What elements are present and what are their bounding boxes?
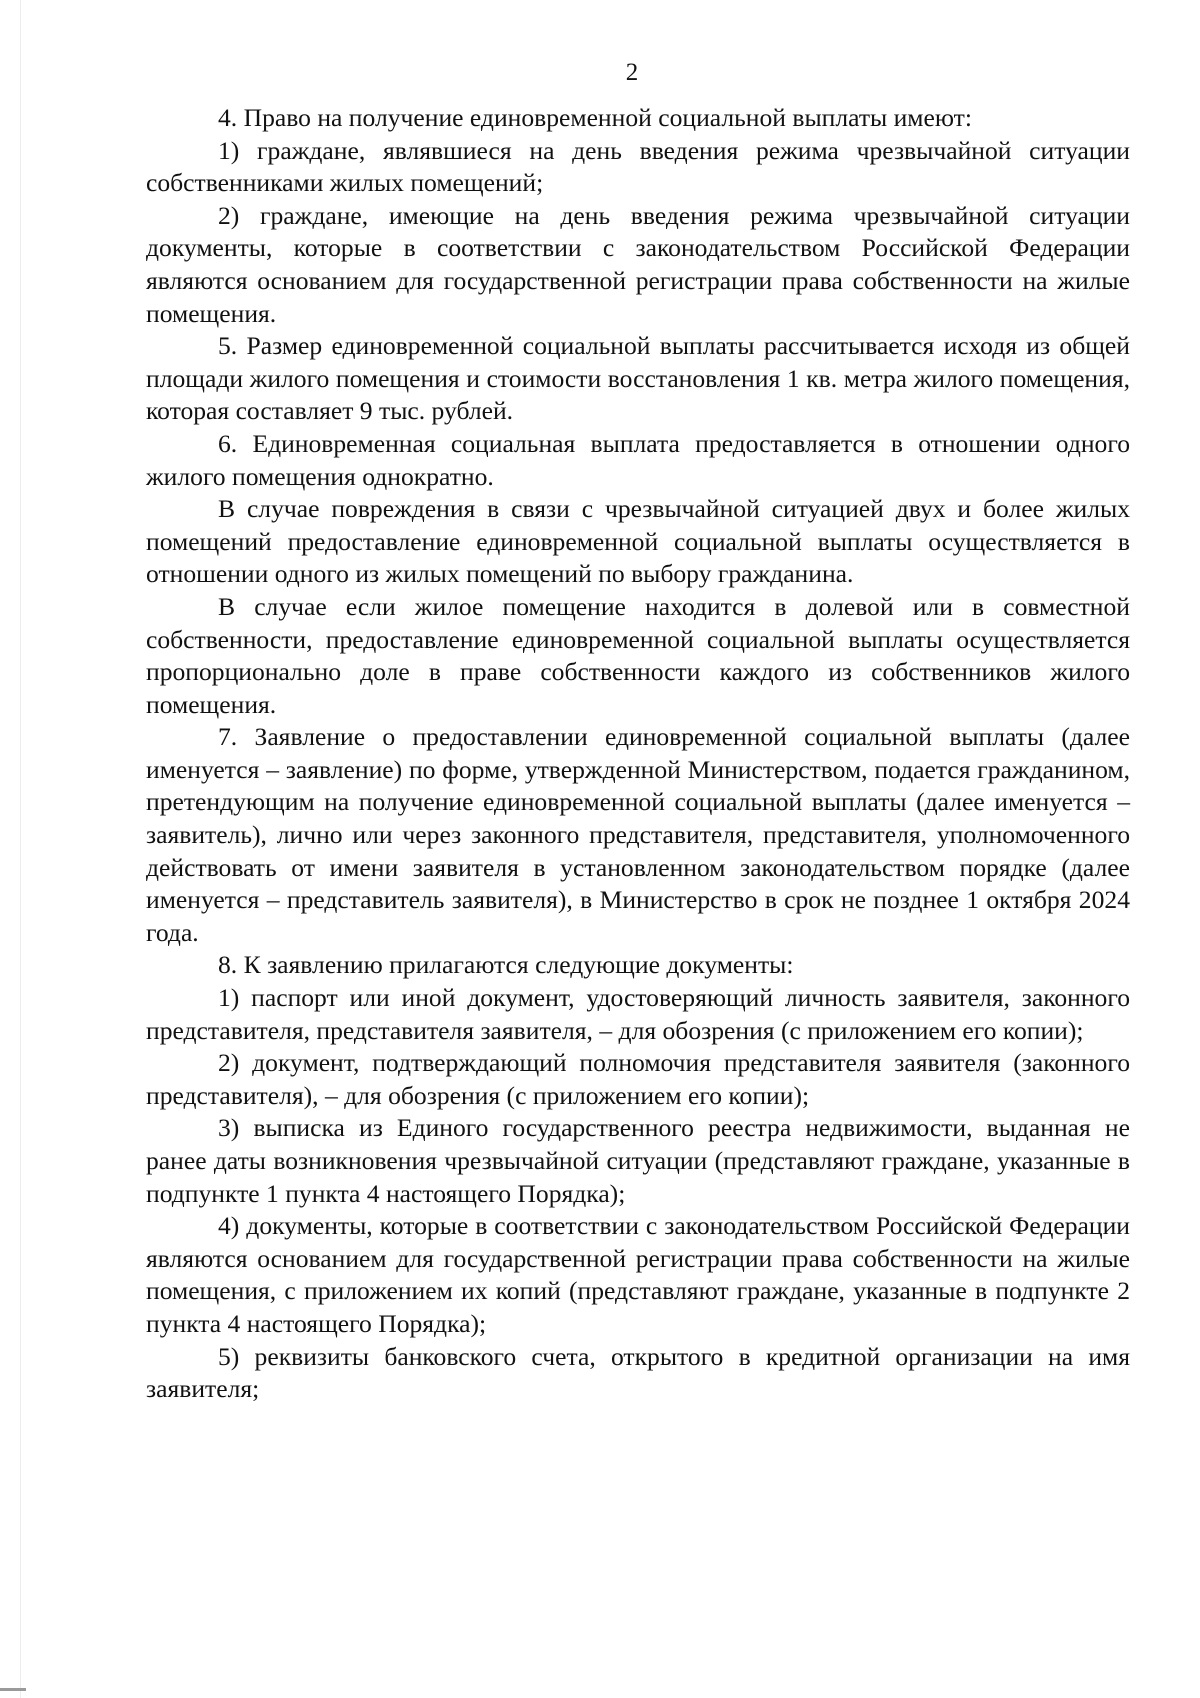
scan-corner-mark xyxy=(0,1688,26,1691)
paragraph-6-shared-ownership: В случае если жилое помещение находится в долевой или в совместной собственности, предоставление единовременной социальной выплаты осуществляется пропорционально доле в праве собственности каждого из собственников жилого помещения. xyxy=(146,591,1130,719)
paragraph-4-item-1: 1) граждане, являвшиеся на день введения режима чрезвычайной ситуации собственниками жилых помещений; xyxy=(146,135,1130,198)
paragraph-8-heading: 8. К заявлению прилагаются следующие документы: xyxy=(218,950,794,980)
paragraph-8-item-4: 4) документы, которые в соответствии с законодательством Российской Федерации являются основанием для государственной регистрации права собственности на жилые помещения, с приложением их копий (представляют граждане, указанные в подпункте 2 пункта 4 настоящего Порядка); xyxy=(146,1211,1130,1338)
paragraph-7: 7. Заявление о предоставлении единовременной социальной выплаты (далее именуется – заявление) по форме, утвержденной Министерством, подается гражданином, претендующим на получение единовременной социальной выплаты (далее именуется – заявитель), лично или через законного представителя, представителя, уполномоченного действовать от имени заявителя в установленном законодательством порядке (далее именуется – представитель заявителя), в Министерство в срок не позднее 1 октября 2024 года. xyxy=(146,722,1130,947)
paragraph-8-item-2: 2) документ, подтверждающий полномочия представителя заявителя (законного представителя), – для обозрения (с приложением его копии); xyxy=(146,1048,1130,1110)
paragraph-5: 5. Размер единовременной социальной выплаты рассчитывается исходя из общей площади жилого помещения и стоимости восстановления 1 кв. метра жилого помещения, которая составляет 9 тыс. рублей. xyxy=(146,331,1130,426)
paragraph-4-heading: 4. Право на получение единовременной социальной выплаты имеют: xyxy=(218,103,972,132)
scan-edge-line xyxy=(20,0,21,1698)
page-number: 2 xyxy=(625,59,639,86)
paragraph-6: 6. Единовременная социальная выплата предоставляется в отношении одного жилого помещения однократно. xyxy=(146,428,1130,491)
paragraph-8-item-3: 3) выписка из Единого государственного реестра недвижимости, выданная не ранее даты возникновения чрезвычайной ситуации (представляют граждане, указанные в подпункте 1 пункта 4 настоящего Порядка); xyxy=(146,1113,1130,1208)
paragraph-8-item-5: 5) реквизиты банковского счета, открытого в кредитной организации на имя заявителя; xyxy=(146,1341,1130,1404)
paragraph-6-damage-case: В случае повреждения в связи с чрезвычайной ситуацией двух и более жилых помещений предоставление единовременной социальной выплаты осуществляется в отношении одного из жилых помещений по выбору гражданина. xyxy=(146,494,1130,589)
paragraph-4-item-2: 2) граждане, имеющие на день введения режима чрезвычайной ситуации документы, которые в соответствии с законодательством Российской Федерации являются основанием для государственной регистрации права собственности на жилые помещения. xyxy=(146,200,1130,328)
document-body xyxy=(146,102,1130,1406)
paragraph-8-item-1: 1) паспорт или иной документ, удостоверяющий личность заявителя, законного представителя, представителя заявителя, – для обозрения (с приложением его копии); xyxy=(146,983,1130,1045)
